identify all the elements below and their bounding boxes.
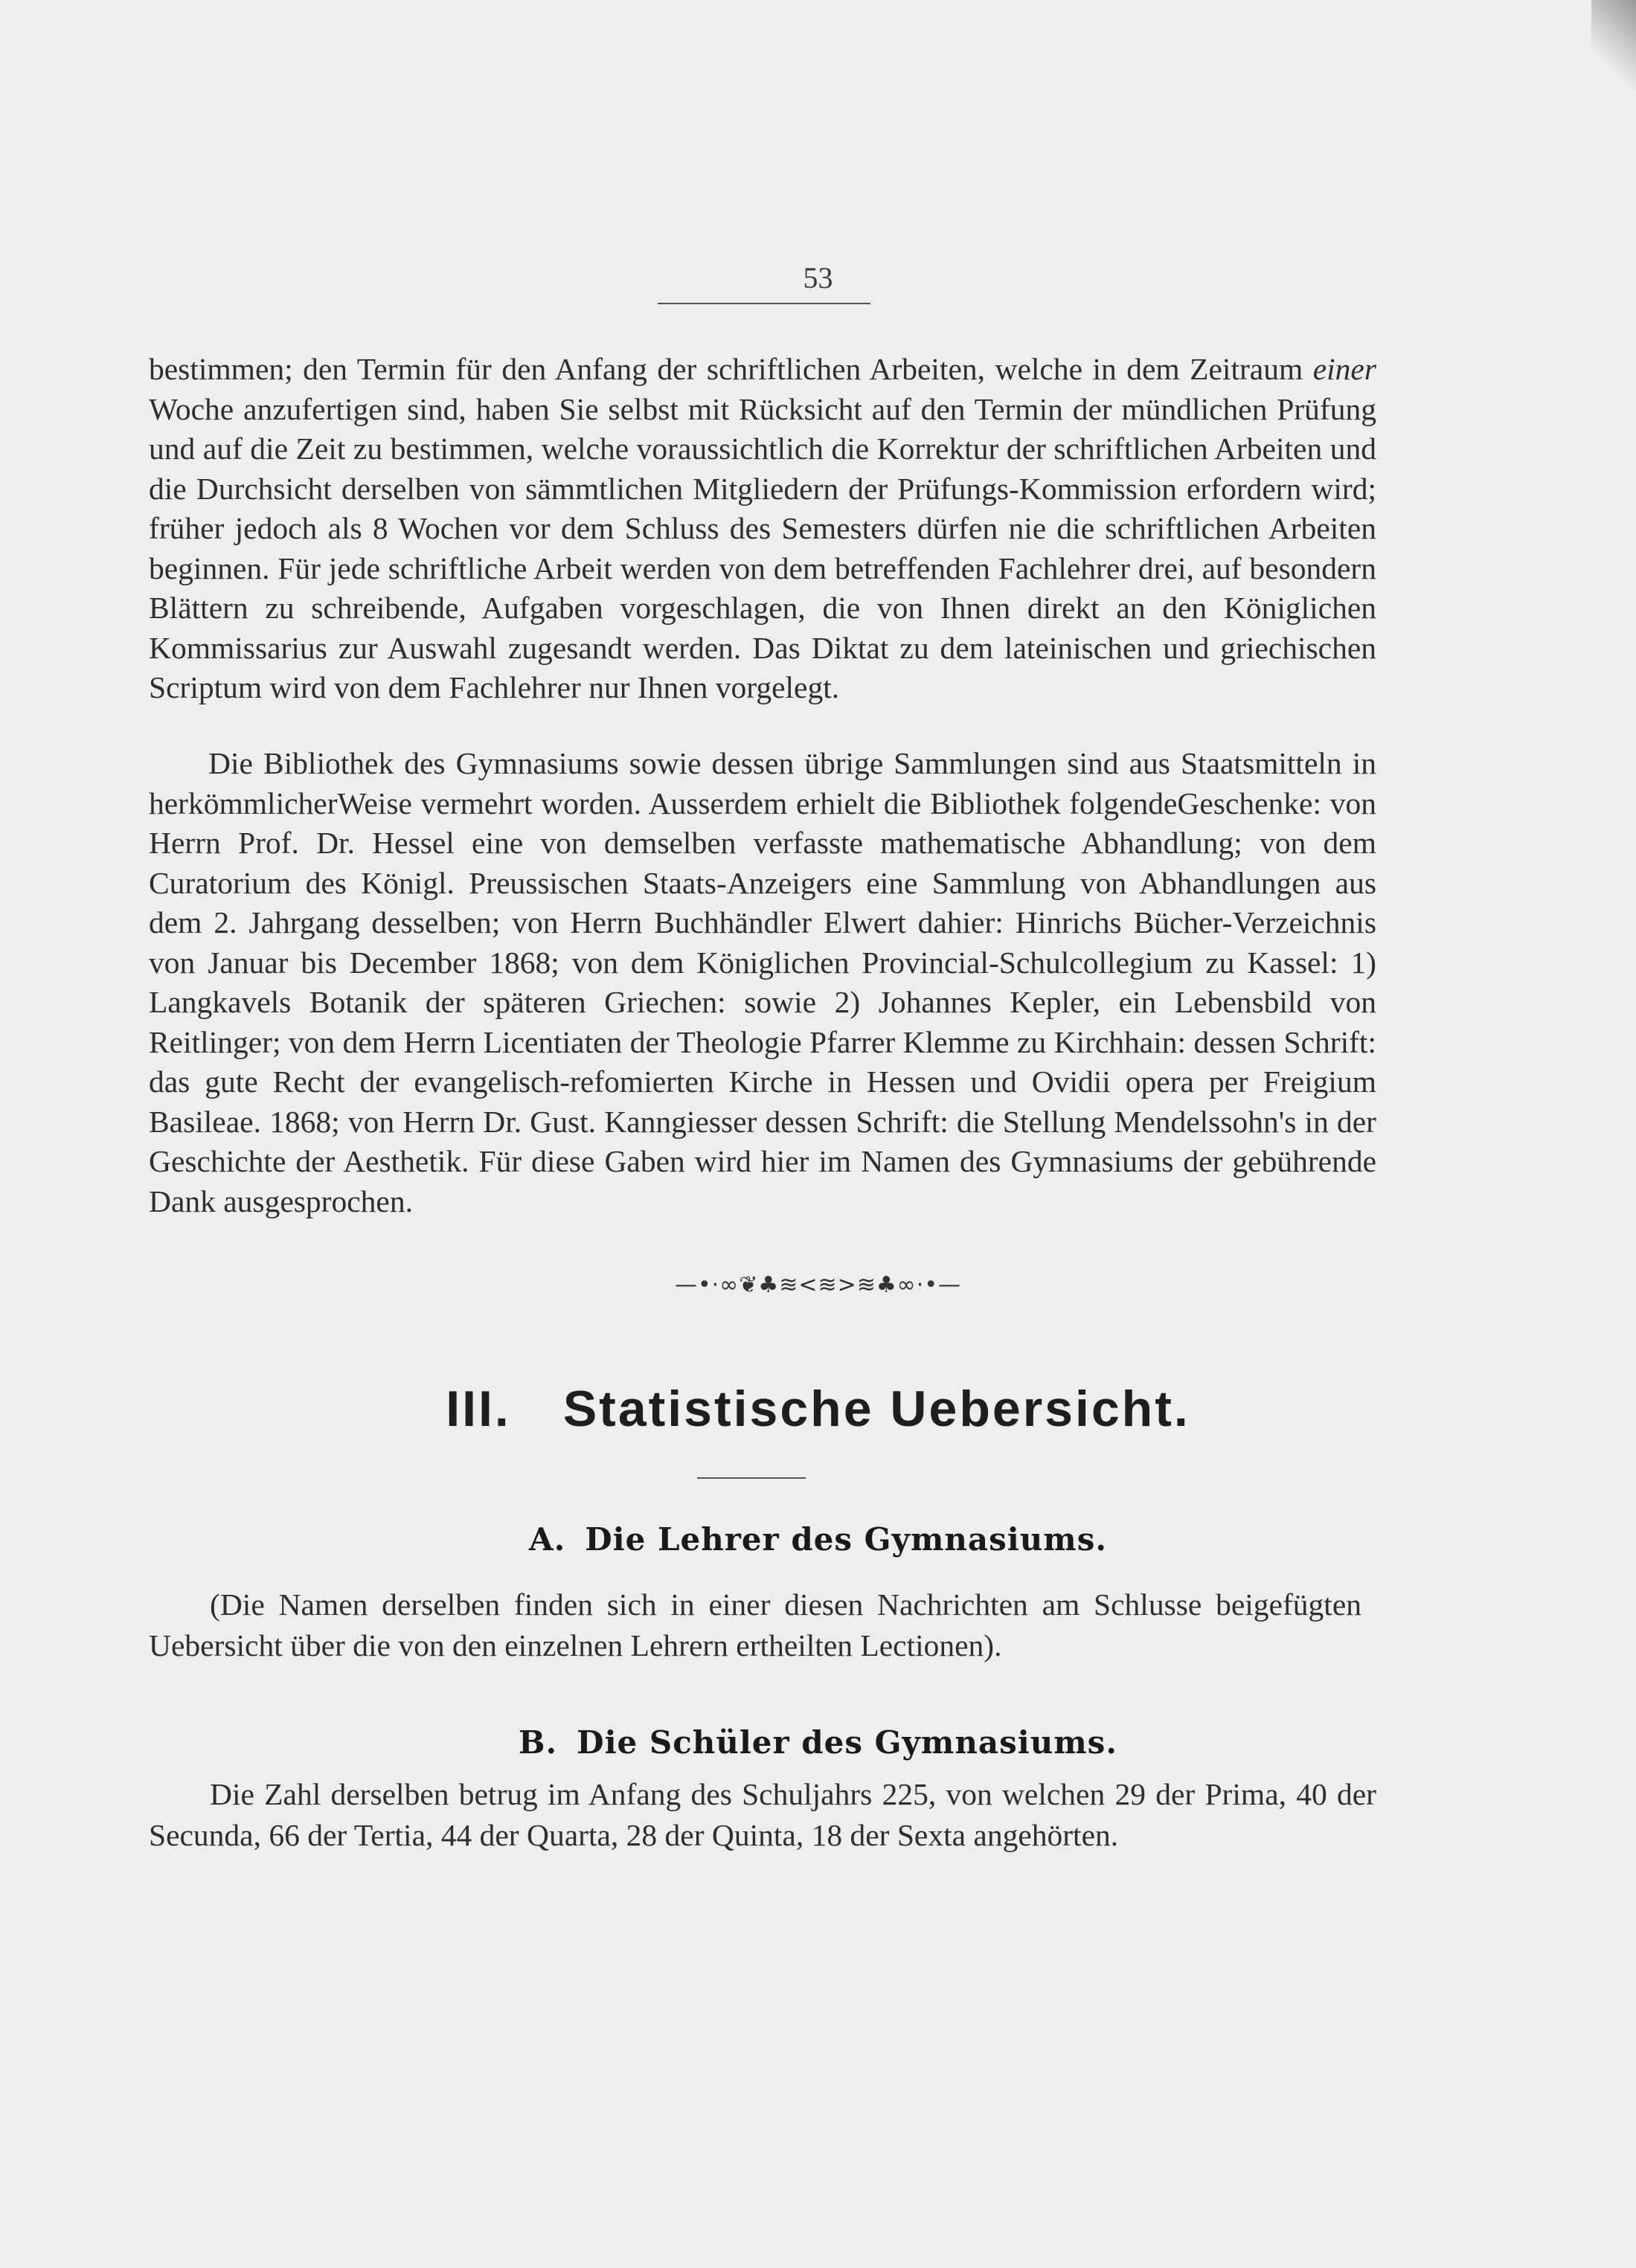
section-heading (0, 1380, 1636, 1438)
paragraph-library-gifts: Die Bibliothek des Gymnasiums sowie dessen übrige Sammlungen sind aus Staatsmitteln in herkömmlicherWeise vermehrt worden. Ausserdem erhielt die Bibliothek folgendeGeschenke: von Herrn Prof. Dr. Hessel eine von demselben verfasste mathematische Abhandlung; von dem Curatorium des Königl. Preussischen Staats-Anzeigers eine Sammlung von Abhandlungen aus dem 2. Jahrgang desselben; von Herrn Buchhändler Elwert dahier: Hinrichs Bücher-Verzeichnis von Januar bis December 1868; von dem Königlichen Provincial-Schulcollegium zu Kassel: 1) Langkavels Botanik der späteren Griechen: sowie 2) Johannes Kepler, ein Lebensbild von Reitlinger; von dem Herrn Licentiaten der Theologie Pfarrer Klemme zu Kirchhain: dessen Schrift: das gute Recht der evangelisch-refomierten Kirche in Hessen und Ovidii opera per Freigium Basileae. 1868; von Herrn Dr. Gust. Kanngiesser dessen Schrift: die Stellung Mendelssohn's in der Geschichte der Aesthetik. Für diese Gaben wird hier im Namen des Gymnasiums der gebührende Dank ausgesprochen. (149, 746, 1376, 1218)
subsection-a-letter: A. (529, 1521, 566, 1558)
page-corner-shadow (1591, 0, 1636, 89)
paragraph1-text-end: Woche anzufertigen sind, haben Sie selbst mit Rücksicht auf den Termin der mündlichen Prüfung und auf die Zeit zu bestimmen, welche voraussichtlich die Korrektur der schriftlichen Arbeiten und die Durchsicht derselben von sämmtlichen Mitgliedern der Prüfungs-Kommission erfordern wird; früher jedoch als 8 Wochen vor dem Schluss des Semesters dürfen nie die schriftlichen Arbeiten beginnen. Für jede schriftliche Arbeit werden von dem betreffenden Fachlehrer drei, auf besondern Blättern zu schreibende, Aufgaben vorgeschlagen, die von Ihnen direkt an den Königlichen Kommissarius zur Auswahl zugesandt werden. Das Diktat zu dem lateinischen und griechischen Scriptum wird von dem Fachlehrer nur Ihnen vorgelegt. (149, 391, 1376, 704)
paragraph1-text-start: bestimmen; den Termin für den Anfang der schriftlichen Arbeiten, welche in dem Zeitraum (149, 352, 1313, 386)
ornament-divider: —•·∞❦♣≋<≋>≋♣∞·•— (674, 1272, 962, 1298)
section-numeral: III. (446, 1381, 511, 1437)
section-title: Statistische Uebersicht. (562, 1381, 1190, 1437)
subsection-b-text: Die Zahl derselben betrug im Anfang des Schuljahrs 225, von welchen 29 der Prima, 40 der Secunda, 66 der Tertia, 44 der Quarta, 28 der Quinta, 18 der Sexta angehörten. (149, 1777, 1376, 1852)
subsection-b-heading (0, 1724, 1636, 1761)
subsection-b-letter: B. (519, 1724, 558, 1761)
paragraph1-italic-word: einer (1312, 352, 1376, 386)
page-number: 53 (803, 261, 833, 295)
paragraph-examination-schedule (149, 350, 1376, 708)
subsection-a-heading (0, 1521, 1636, 1558)
subsection-a-title: Die Lehrer des Gymnasiums. (585, 1521, 1107, 1558)
section-rule (697, 1477, 806, 1479)
header-rule (658, 303, 870, 304)
subsection-a-text: (Die Namen derselben finden sich in einer diesen Nachrichten am Schlusse beigefügten Uebersicht über die von den einzelnen Lehrern ertheilten Lectionen). (149, 1587, 1361, 1663)
subsection-b-title: Die Schüler des Gymnasiums. (577, 1724, 1117, 1761)
